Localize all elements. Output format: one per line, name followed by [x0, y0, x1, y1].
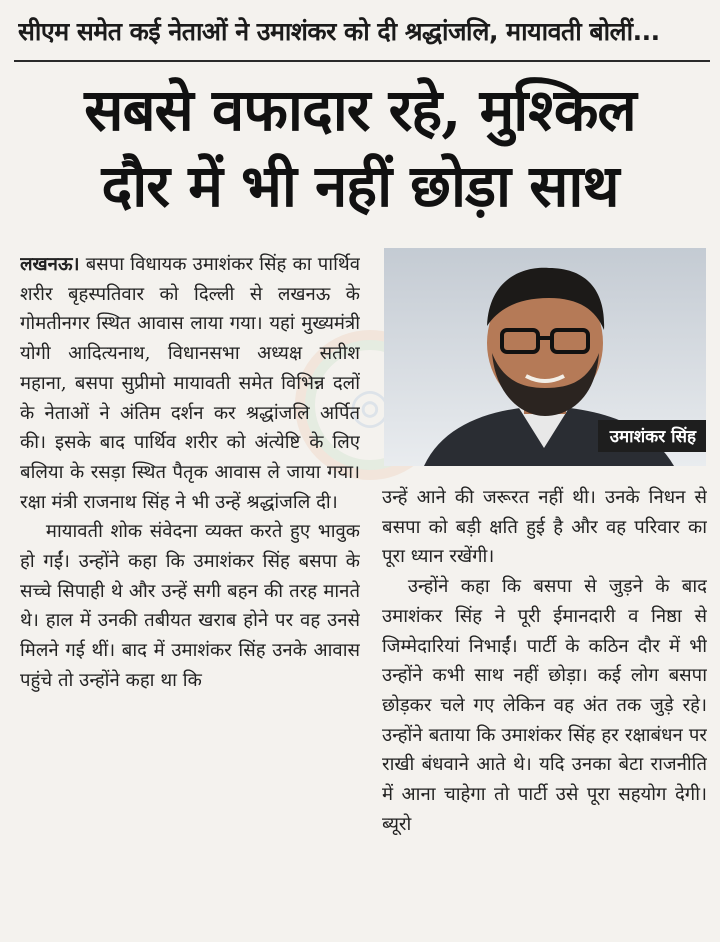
kicker-headline: सीएम समेत कई नेताओं ने उमाशंकर को दी श्रद्धांजलि, मायावती बोलीं... — [18, 17, 660, 46]
article-paragraph: मायावती शोक संवेदना व्यक्त करते हुए भावुक हो गईं। उन्होंने कहा कि उमाशंकर सिंह बसपा के सच्चे सिपाही थे और उन्हें सगी बहन की तरह मानते थे। हाल में उनकी तबीयत खराब होने पर वह उनसे मिलने गई थीं। बाद में उमाशंकर सिंह उनके आवास पहुंचे तो उन्होंने कहा था कि — [20, 521, 360, 691]
photo-caption: उमाशंकर सिंह — [598, 420, 706, 452]
dateline: लखनऊ। — [20, 254, 80, 275]
article-paragraph: उन्हें आने की जरूरत नहीं थी। उनके निधन से बसपा को बड़ी क्षति हुई है और वह परिवार का पूरा ध्यान रखेंगी। — [382, 487, 707, 568]
main-headline — [10, 72, 710, 224]
article-paragraph — [20, 250, 360, 517]
paragraph-text: बसपा विधायक उमाशंकर सिंह का पार्थिव शरीर बृहस्पतिवार को दिल्ली से लखनऊ के गोमतीनगर स्थित आवास लाया गया। यहां मुख्यमंत्री योगी आदित्यनाथ, विधानसभा अध्यक्ष सतीश महाना, बसपा सुप्रीमो मायावती समेत विभिन्न दलों के नेताओं ने अंतिम दर्शन कर श्रद्धांजलि अर्पित की। इसके बाद पार्थिव शरीर को अंत्येष्टि के लिए बलिया के रसड़ा स्थित पैतृक आवास ले जाया गया। रक्षा मंत्री राजनाथ सिंह ने भी उन्हें श्रद्धांजलि दी। — [20, 254, 360, 513]
watermark-glyph: ◎ — [349, 378, 391, 434]
portrait-photo — [384, 248, 706, 466]
article-column-right — [382, 483, 707, 933]
article-column-left — [20, 250, 360, 930]
headline-line-1: सबसे वफादार रहे, मुश्किल — [84, 76, 636, 144]
article-paragraph: उन्होंने कहा कि बसपा से जुड़ने के बाद उमाशंकर सिंह ने पूरी ईमानदारी व निष्ठा से जिम्मेदारियां निभाईं। पार्टी के कठिन दौर में भी उन्होंने कभी साथ नहीं छोड़ा। कई लोग बसपा छोड़कर चले गए लेकिन वह अंत तक जुड़े रहे। उन्होंने बताया कि उमाशंकर सिंह हर रक्षाबंधन पर राखी बंधवाने आते थे। यदि उनका बेटा राजनीति में आना चाहेगा तो पार्टी उसे पूरा सहयोग देगी। ब्यूरो — [382, 576, 707, 835]
headline-line-2: दौर में भी नहीं छोड़ा साथ — [101, 152, 619, 220]
header-divider — [14, 60, 710, 62]
